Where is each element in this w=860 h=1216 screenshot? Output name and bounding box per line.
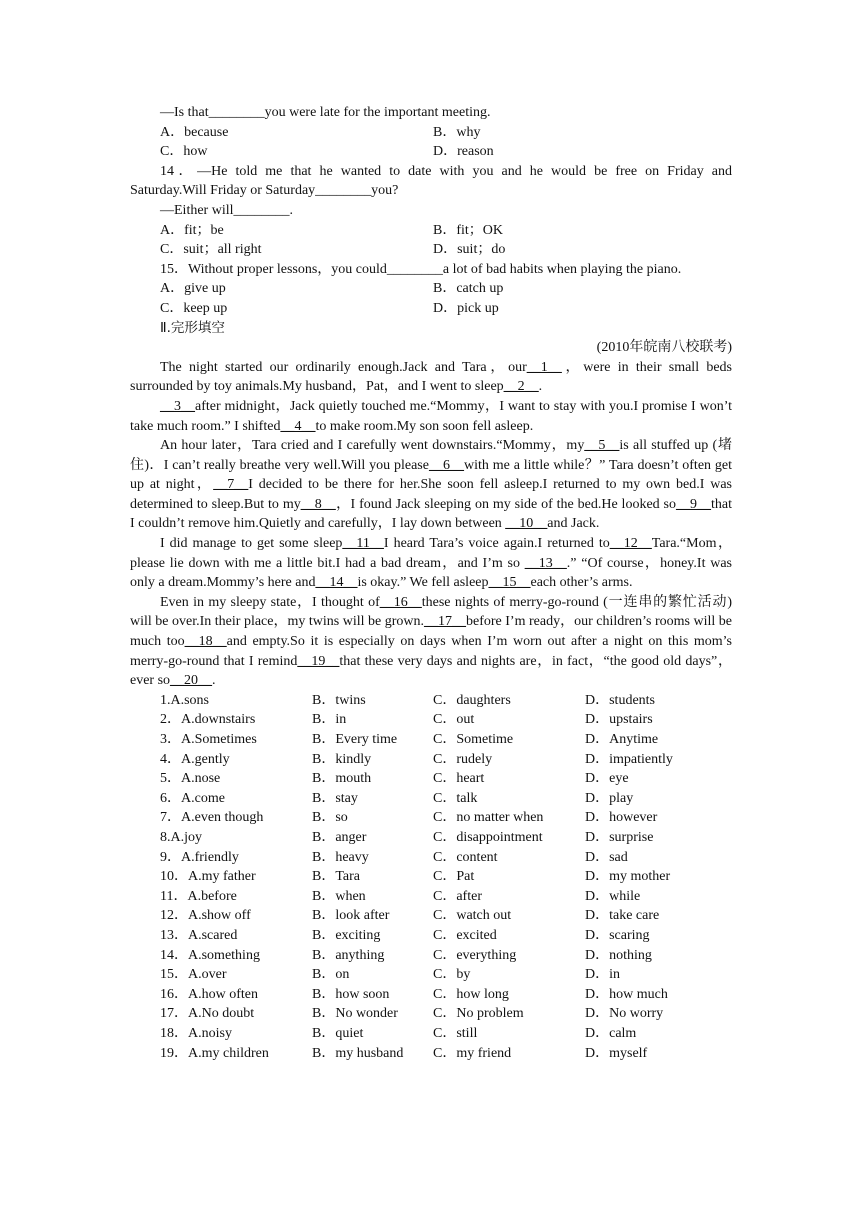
passage-text: I decided to be there for her.She soon fell asleep.I returned to my own bed.I was determined to sleep.But to my — [130, 477, 732, 512]
choice-option: D．Anytime — [585, 732, 659, 747]
choice-option: B．anything — [312, 947, 385, 963]
choice-option: D．my mother — [585, 869, 671, 885]
choice-option: 15．A.over — [160, 967, 227, 983]
choice-option: C．rudely — [433, 751, 493, 767]
blank: __20__ — [170, 673, 213, 689]
choice-option: B．Tara — [312, 869, 361, 885]
passage-text: and empty.So it is especially on days when I’m worn out after a night on this mom’s merry-go-round that I remind — [130, 634, 733, 669]
source-note: (2010年皖南八校联考) — [596, 340, 732, 356]
choice-row — [130, 1024, 732, 1044]
choice-option: B．anger — [312, 829, 367, 845]
choice-option: B．look after — [312, 908, 390, 924]
passage-paragraph — [130, 534, 732, 593]
choice-option: B．on — [312, 967, 350, 983]
passage-text: each other’s arms. — [530, 575, 633, 591]
q15-options-row-1 — [130, 279, 732, 299]
choice-option: D．sad — [585, 849, 628, 865]
choice-option: C．disappointment — [433, 829, 543, 845]
blank: __8__ — [300, 496, 336, 512]
choice-option: 2．A.downstairs — [160, 712, 256, 728]
passage-text: that these very days and nights are，in fact，“the good old days”，ever so — [130, 653, 732, 689]
choice-option: B．heavy — [312, 849, 369, 865]
choice-option: 14．A.something — [160, 947, 260, 963]
q14-line-2: Saturday.Will Friday or Saturday________you? — [130, 183, 399, 199]
passage-text: before I’m ready，our children’s rooms will be much too — [130, 614, 732, 650]
choice-option: B．mouth — [312, 771, 372, 787]
choice-option: D．eye — [585, 771, 629, 787]
blank: __1__ — [526, 359, 562, 375]
passage-text: .” “Of course，honey.It was only a dream.Mommy’s here and — [130, 555, 732, 591]
document-page — [130, 103, 732, 1063]
choice-option: C．talk — [433, 790, 478, 806]
choice-option: C．Pat — [433, 869, 475, 885]
choice-option: D．however — [585, 810, 658, 826]
passage-paragraph — [130, 397, 732, 436]
passage-text: ，were in their small beds surrounded by toy animals.My husband，Pat，and I went to sleep — [130, 359, 732, 395]
q15-option-d: D．pick up — [433, 300, 499, 316]
section-heading: Ⅱ.完形填空 — [160, 319, 225, 336]
choice-option: D．scaring — [585, 927, 650, 943]
choice-row — [130, 691, 732, 711]
choice-row — [130, 789, 732, 809]
passage-text: these nights of merry-go-round (一连串的繁忙活动) will be over.In their place，my twins will be grown. — [130, 594, 732, 630]
blank: __5__ — [584, 438, 620, 454]
blank: __14__ — [315, 575, 358, 591]
q13-options-row-1 — [130, 123, 732, 143]
passage-text: ，I found Jack sleeping on my side of the bed.He looked so — [335, 496, 676, 512]
q15-stem: 15．Without proper lessons，you could________a lot of bad habits when playing the piano. — [160, 261, 682, 277]
choice-option: C．watch out — [433, 908, 512, 924]
choice-option: C．heart — [433, 771, 485, 787]
choice-option: D．upstairs — [585, 712, 653, 728]
blank: __17__ — [424, 614, 467, 630]
q14-line-1: 14．—He told me that he wanted to date with you and he would be free on Friday and — [160, 163, 732, 179]
passage-paragraph — [130, 358, 732, 397]
choice-row — [130, 848, 732, 868]
choice-option: B．when — [312, 888, 366, 904]
choice-option: 13．A.scared — [160, 927, 238, 943]
choice-option: D．how much — [585, 986, 668, 1002]
choice-row — [130, 730, 732, 750]
blank: __2__ — [503, 379, 539, 395]
choice-option: B．how soon — [312, 986, 390, 1002]
blank: __16__ — [379, 594, 422, 610]
choice-option: D．No worry — [585, 1006, 664, 1022]
q13-option-c: C．how — [160, 144, 208, 160]
choice-option: D．play — [585, 790, 634, 806]
choice-option: D．take care — [585, 908, 660, 924]
blank: __6__ — [428, 457, 464, 473]
choice-option: C．after — [433, 888, 482, 904]
choice-row — [130, 946, 732, 966]
choice-option: C．out — [433, 712, 475, 728]
passage-text: that I couldn’t remove him.Quietly and carefully，I lay down between — [130, 496, 732, 532]
q15-option-b: B．catch up — [433, 281, 504, 297]
choice-option: 1.A.sons — [160, 692, 210, 708]
choice-option: C．no matter when — [433, 810, 544, 826]
blank: __4__ — [280, 418, 316, 434]
choice-row — [130, 906, 732, 926]
choice-option: 5．A.nose — [160, 771, 221, 787]
q14-line-3: —Either will________. — [160, 202, 293, 218]
choice-option: D．nothing — [585, 947, 652, 963]
choice-option: 8.A.joy — [160, 829, 202, 845]
choice-option: C．daughters — [433, 692, 511, 708]
choice-option: C．excited — [433, 927, 497, 943]
q13-option-b: B．why — [433, 124, 481, 140]
q14-options-row-2 — [130, 240, 732, 260]
passage-text: to make room.My son soon fell asleep. — [315, 418, 534, 434]
choice-option: 4．A.gently — [160, 751, 230, 767]
choice-row — [130, 887, 732, 907]
choice-option: C．No problem — [433, 1006, 524, 1022]
choice-row — [130, 965, 732, 985]
blank: __19__ — [297, 653, 340, 669]
choice-row — [130, 1044, 732, 1064]
blank: __3__ — [160, 398, 195, 414]
passage-paragraph — [130, 436, 732, 534]
q13-stem: —Is that________you were late for the important meeting. — [160, 105, 491, 120]
choice-option: B．No wonder — [312, 1006, 398, 1022]
blank: __13__ — [524, 555, 567, 571]
passage-text: Even in my sleepy state，I thought of — [160, 594, 380, 610]
choice-row — [130, 710, 732, 730]
blank: __10__ — [505, 516, 548, 532]
passage-text: Tara.“Mom，please lie down with me a little bit.I had a bad dream，and I’m so — [130, 536, 732, 571]
blank: __9__ — [676, 496, 711, 512]
choice-row — [130, 769, 732, 789]
q15-option-c: C．keep up — [160, 300, 228, 316]
choice-option: B．kindly — [312, 751, 372, 767]
choice-option: D．surprise — [585, 829, 654, 845]
passage-text: I did manage to get some sleep — [160, 536, 343, 552]
choice-option: 7．A.even though — [160, 810, 264, 826]
choice-option: D．in — [585, 967, 620, 983]
q14-option-d: D．suit；do — [433, 242, 506, 258]
blank: __12__ — [609, 536, 652, 552]
passage-text: and Jack. — [547, 516, 600, 532]
choice-option: B．Every time — [312, 732, 398, 747]
choice-option: B．exciting — [312, 927, 381, 943]
choice-option: 12．A.show off — [160, 908, 251, 924]
passage-text: I heard Tara’s voice again.I returned to — [383, 536, 610, 552]
choice-row — [130, 926, 732, 946]
blank: __18__ — [184, 634, 227, 650]
passage-text: is okay.” We fell asleep — [357, 575, 489, 591]
q15-option-a: A．give up — [160, 281, 226, 297]
choice-option: C．my friend — [433, 1045, 512, 1061]
q14-options-row-1 — [130, 221, 732, 241]
choice-option: 19．A.my children — [160, 1045, 269, 1061]
choice-option: 9．A.friendly — [160, 849, 239, 865]
passage-text: with me a little while？” Tara doesn’t often get up at night， — [130, 457, 732, 493]
passage-text: The night started our ordinarily enough.Jack and Tara，our — [160, 359, 527, 375]
choice-option: 17．A.No doubt — [160, 1006, 255, 1022]
passage-text: . — [212, 673, 216, 689]
choice-option: 10．A.my father — [160, 869, 256, 885]
choice-option: D．myself — [585, 1045, 648, 1061]
q13-options-row-2 — [130, 142, 732, 162]
passage-text: after midnight，Jack quietly touched me.“Mommy，I want to stay with you.I promise I won’t take much room.” I shifted — [130, 398, 732, 434]
choice-option: B．stay — [312, 790, 358, 806]
choice-option: C．still — [433, 1025, 478, 1041]
choice-option: 16．A.how often — [160, 986, 258, 1002]
choice-row — [130, 750, 732, 770]
choice-option: C．content — [433, 849, 498, 865]
q14-option-b: B．fit；OK — [433, 222, 503, 238]
choice-option: B．twins — [312, 692, 366, 708]
choice-option: B．so — [312, 810, 348, 826]
blank: __7__ — [213, 477, 249, 493]
choice-option: 11．A.before — [160, 888, 237, 904]
passage-text: is all stuffed up (堵住)．I can’t really breathe very well.Will you please — [130, 438, 732, 473]
q13-option-d: D．reason — [433, 144, 494, 160]
choice-option: B．my husband — [312, 1045, 404, 1061]
choice-row — [130, 828, 732, 848]
choice-option: C．by — [433, 967, 471, 983]
blank: __11__ — [342, 536, 384, 552]
q14-option-a: A．fit；be — [160, 222, 224, 238]
choice-option: 3．A.Sometimes — [160, 732, 257, 747]
passage-text: An hour later，Tara cried and I carefully went downstairs.“Mommy，my — [160, 438, 585, 454]
choice-option: D．while — [585, 888, 641, 904]
choice-row — [130, 808, 732, 828]
choice-option: C．Sometime — [433, 732, 514, 747]
choice-option: B．in — [312, 712, 347, 728]
choice-row — [130, 867, 732, 887]
q14-option-c: C．suit；all right — [160, 242, 262, 258]
blank: __15__ — [488, 575, 531, 591]
choice-option: 6．A.come — [160, 790, 225, 806]
passage-paragraph — [130, 593, 732, 691]
choice-option: B．quiet — [312, 1025, 364, 1041]
choice-option: D．calm — [585, 1025, 637, 1041]
choice-row — [130, 1004, 732, 1024]
passage-text: . — [538, 379, 543, 395]
q15-options-row-2 — [130, 299, 732, 319]
choice-row — [130, 985, 732, 1005]
q13-option-a: A．because — [160, 124, 229, 140]
choice-option: C．everything — [433, 947, 517, 963]
choice-option: D．impatiently — [585, 751, 673, 767]
choice-option: C．how long — [433, 986, 509, 1002]
cloze-passage — [130, 358, 732, 691]
choice-option: 18．A.noisy — [160, 1025, 232, 1041]
choice-option: D．students — [585, 692, 655, 708]
answer-choices — [130, 691, 732, 1063]
